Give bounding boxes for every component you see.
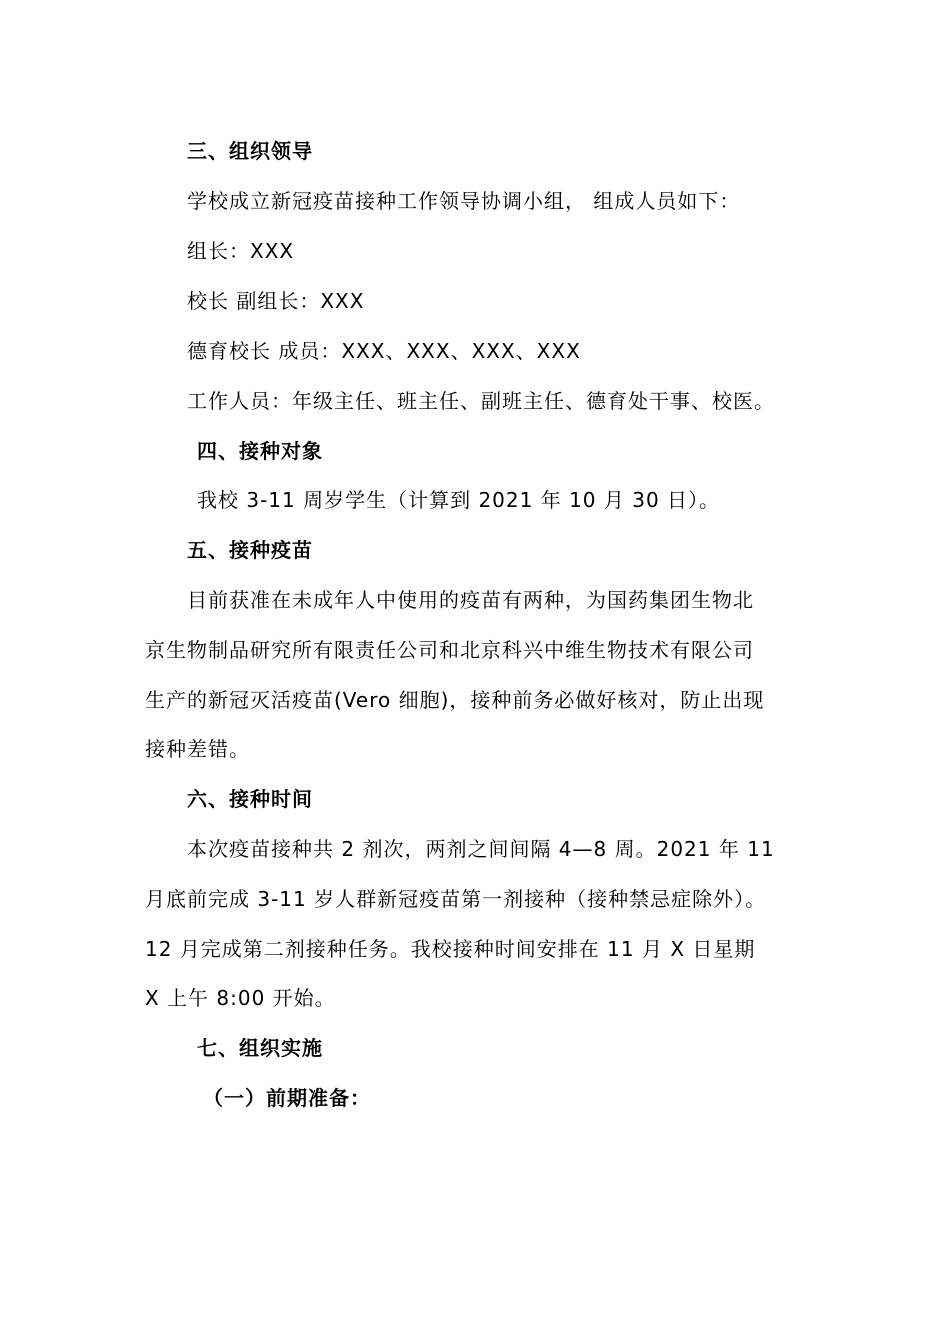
paragraph-line: 京生物制品研究所有限责任公司和北京科兴中维生物技术有限公司 [145,638,754,662]
section-heading-vaccination-time: 六、接种时间 [187,787,313,811]
section-heading-vaccine: 五、接种疫苗 [187,538,313,562]
section-heading-vaccination-target: 四、接种对象 [197,439,323,463]
section-heading-implementation: 七、组织实施 [197,1036,323,1060]
paragraph-line: 12 月完成第二剂接种任务。我校接种时间安排在 11 月 X 日星期 [145,937,756,961]
paragraph-line: 德育校长 成员：XXX、XXX、XXX、XXX [187,339,581,363]
paragraph-line: 目前获准在未成年人中使用的疫苗有两种，为国药集团生物北 [187,588,754,612]
paragraph-line: 月底前完成 3-11 岁人群新冠疫苗第一剂接种（接种禁忌症除外）。 [145,887,767,911]
paragraph-line: 本次疫苗接种共 2 剂次，两剂之间间隔 4—8 周。2021 年 11 [187,837,775,861]
paragraph-line: 我校 3-11 周岁学生（计算到 2021 年 10 月 30 日）。 [197,488,721,512]
paragraph-line: X 上午 8:00 开始。 [145,986,336,1010]
subsection-heading-preparation: （一）前期准备： [203,1086,371,1110]
paragraph-line: 接种差错。 [145,737,250,761]
paragraph-line: 学校成立新冠疫苗接种工作领导协调小组， 组成人员如下： [187,189,741,213]
section-heading-organization: 三、组织领导 [187,139,313,163]
paragraph-line: 组长：XXX [187,239,295,263]
paragraph-line: 工作人员：年级主任、班主任、副班主任、德育处干事、校医。 [187,389,775,413]
paragraph-line: 校长 副组长：XXX [187,289,365,313]
paragraph-line: 生产的新冠灭活疫苗(Vero 细胞)，接种前务必做好核对，防止出现 [145,688,765,712]
